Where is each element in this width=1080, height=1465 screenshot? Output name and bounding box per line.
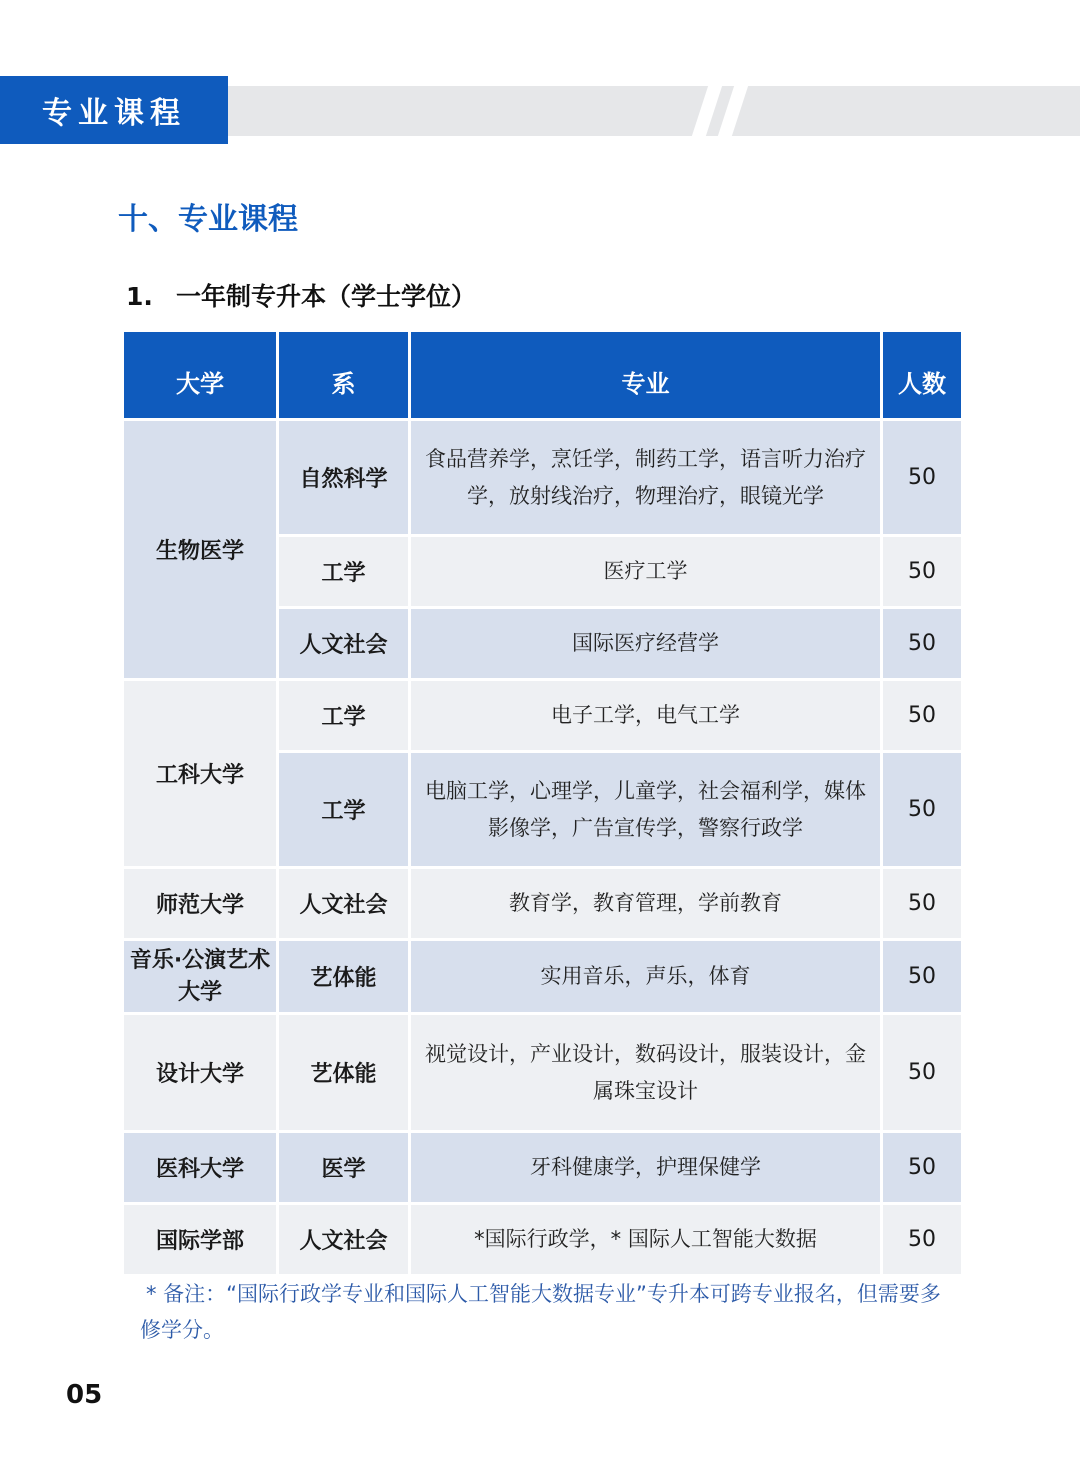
footnote: * 备注：“国际行政学专业和国际人工智能大数据专业”专升本可跨专业报名，但需要多修学分。 — [140, 1282, 941, 1342]
header-university: 大学 — [123, 331, 278, 420]
page-number: 05 — [66, 1380, 103, 1410]
department-cell: 艺体能 — [278, 940, 410, 1014]
department-cell: 工学 — [278, 680, 410, 752]
count-cell: 50 — [882, 1204, 963, 1276]
major-cell: 电脑工学，心理学，儿童学，社会福利学，媒体影像学，广告宣传学，警察行政学 — [410, 752, 882, 868]
university-cell: 音乐·公演艺术大学 — [123, 940, 278, 1014]
count-cell: 50 — [882, 868, 963, 940]
table-row — [123, 420, 963, 536]
course-table — [121, 329, 964, 1277]
table-row — [123, 940, 963, 1014]
header-banner-bar — [228, 86, 1080, 136]
count-cell: 50 — [882, 752, 963, 868]
university-cell: 设计大学 — [123, 1014, 278, 1132]
department-cell: 人文社会 — [278, 1204, 410, 1276]
header-banner-label: 专业课程 — [0, 76, 228, 144]
department-cell: 医学 — [278, 1132, 410, 1204]
count-cell: 50 — [882, 608, 963, 680]
count-cell: 50 — [882, 536, 963, 608]
table-row — [123, 1204, 963, 1276]
university-cell: 医科大学 — [123, 1132, 278, 1204]
department-cell: 工学 — [278, 752, 410, 868]
header-count: 人数 — [882, 331, 963, 420]
sub-title-text: 一年制专升本（学士学位） — [176, 282, 477, 311]
department-cell: 人文社会 — [278, 868, 410, 940]
major-cell: *国际行政学，* 国际人工智能大数据 — [410, 1204, 882, 1276]
department-cell: 工学 — [278, 536, 410, 608]
major-cell: 实用音乐，声乐，体育 — [410, 940, 882, 1014]
table-row — [123, 1132, 963, 1204]
major-cell: 医疗工学 — [410, 536, 882, 608]
table-row — [123, 868, 963, 940]
department-cell: 人文社会 — [278, 608, 410, 680]
major-cell: 电子工学，电气工学 — [410, 680, 882, 752]
count-cell: 50 — [882, 1132, 963, 1204]
count-cell: 50 — [882, 1014, 963, 1132]
sub-title — [126, 277, 476, 313]
section-title: 十、专业课程 — [118, 202, 298, 237]
major-cell: 视觉设计，产业设计，数码设计，服装设计，金属珠宝设计 — [410, 1014, 882, 1132]
header-department: 系 — [278, 331, 410, 420]
table-header-row — [123, 331, 963, 420]
major-cell: 教育学，教育管理，学前教育 — [410, 868, 882, 940]
department-cell: 自然科学 — [278, 420, 410, 536]
sub-title-number: 1. — [126, 282, 153, 311]
count-cell: 50 — [882, 420, 963, 536]
count-cell: 50 — [882, 940, 963, 1014]
major-cell: 牙科健康学，护理保健学 — [410, 1132, 882, 1204]
header-major: 专业 — [410, 331, 882, 420]
university-cell: 工科大学 — [123, 680, 278, 868]
university-cell: 生物医学 — [123, 420, 278, 680]
university-cell: 师范大学 — [123, 868, 278, 940]
university-cell: 国际学部 — [123, 1204, 278, 1276]
table-row — [123, 680, 963, 752]
department-cell: 艺体能 — [278, 1014, 410, 1132]
table-row — [123, 1014, 963, 1132]
major-cell: 国际医疗经营学 — [410, 608, 882, 680]
count-cell: 50 — [882, 680, 963, 752]
major-cell: 食品营养学，烹饪学，制药工学，语言听力治疗学，放射线治疗，物理治疗，眼镜光学 — [410, 420, 882, 536]
